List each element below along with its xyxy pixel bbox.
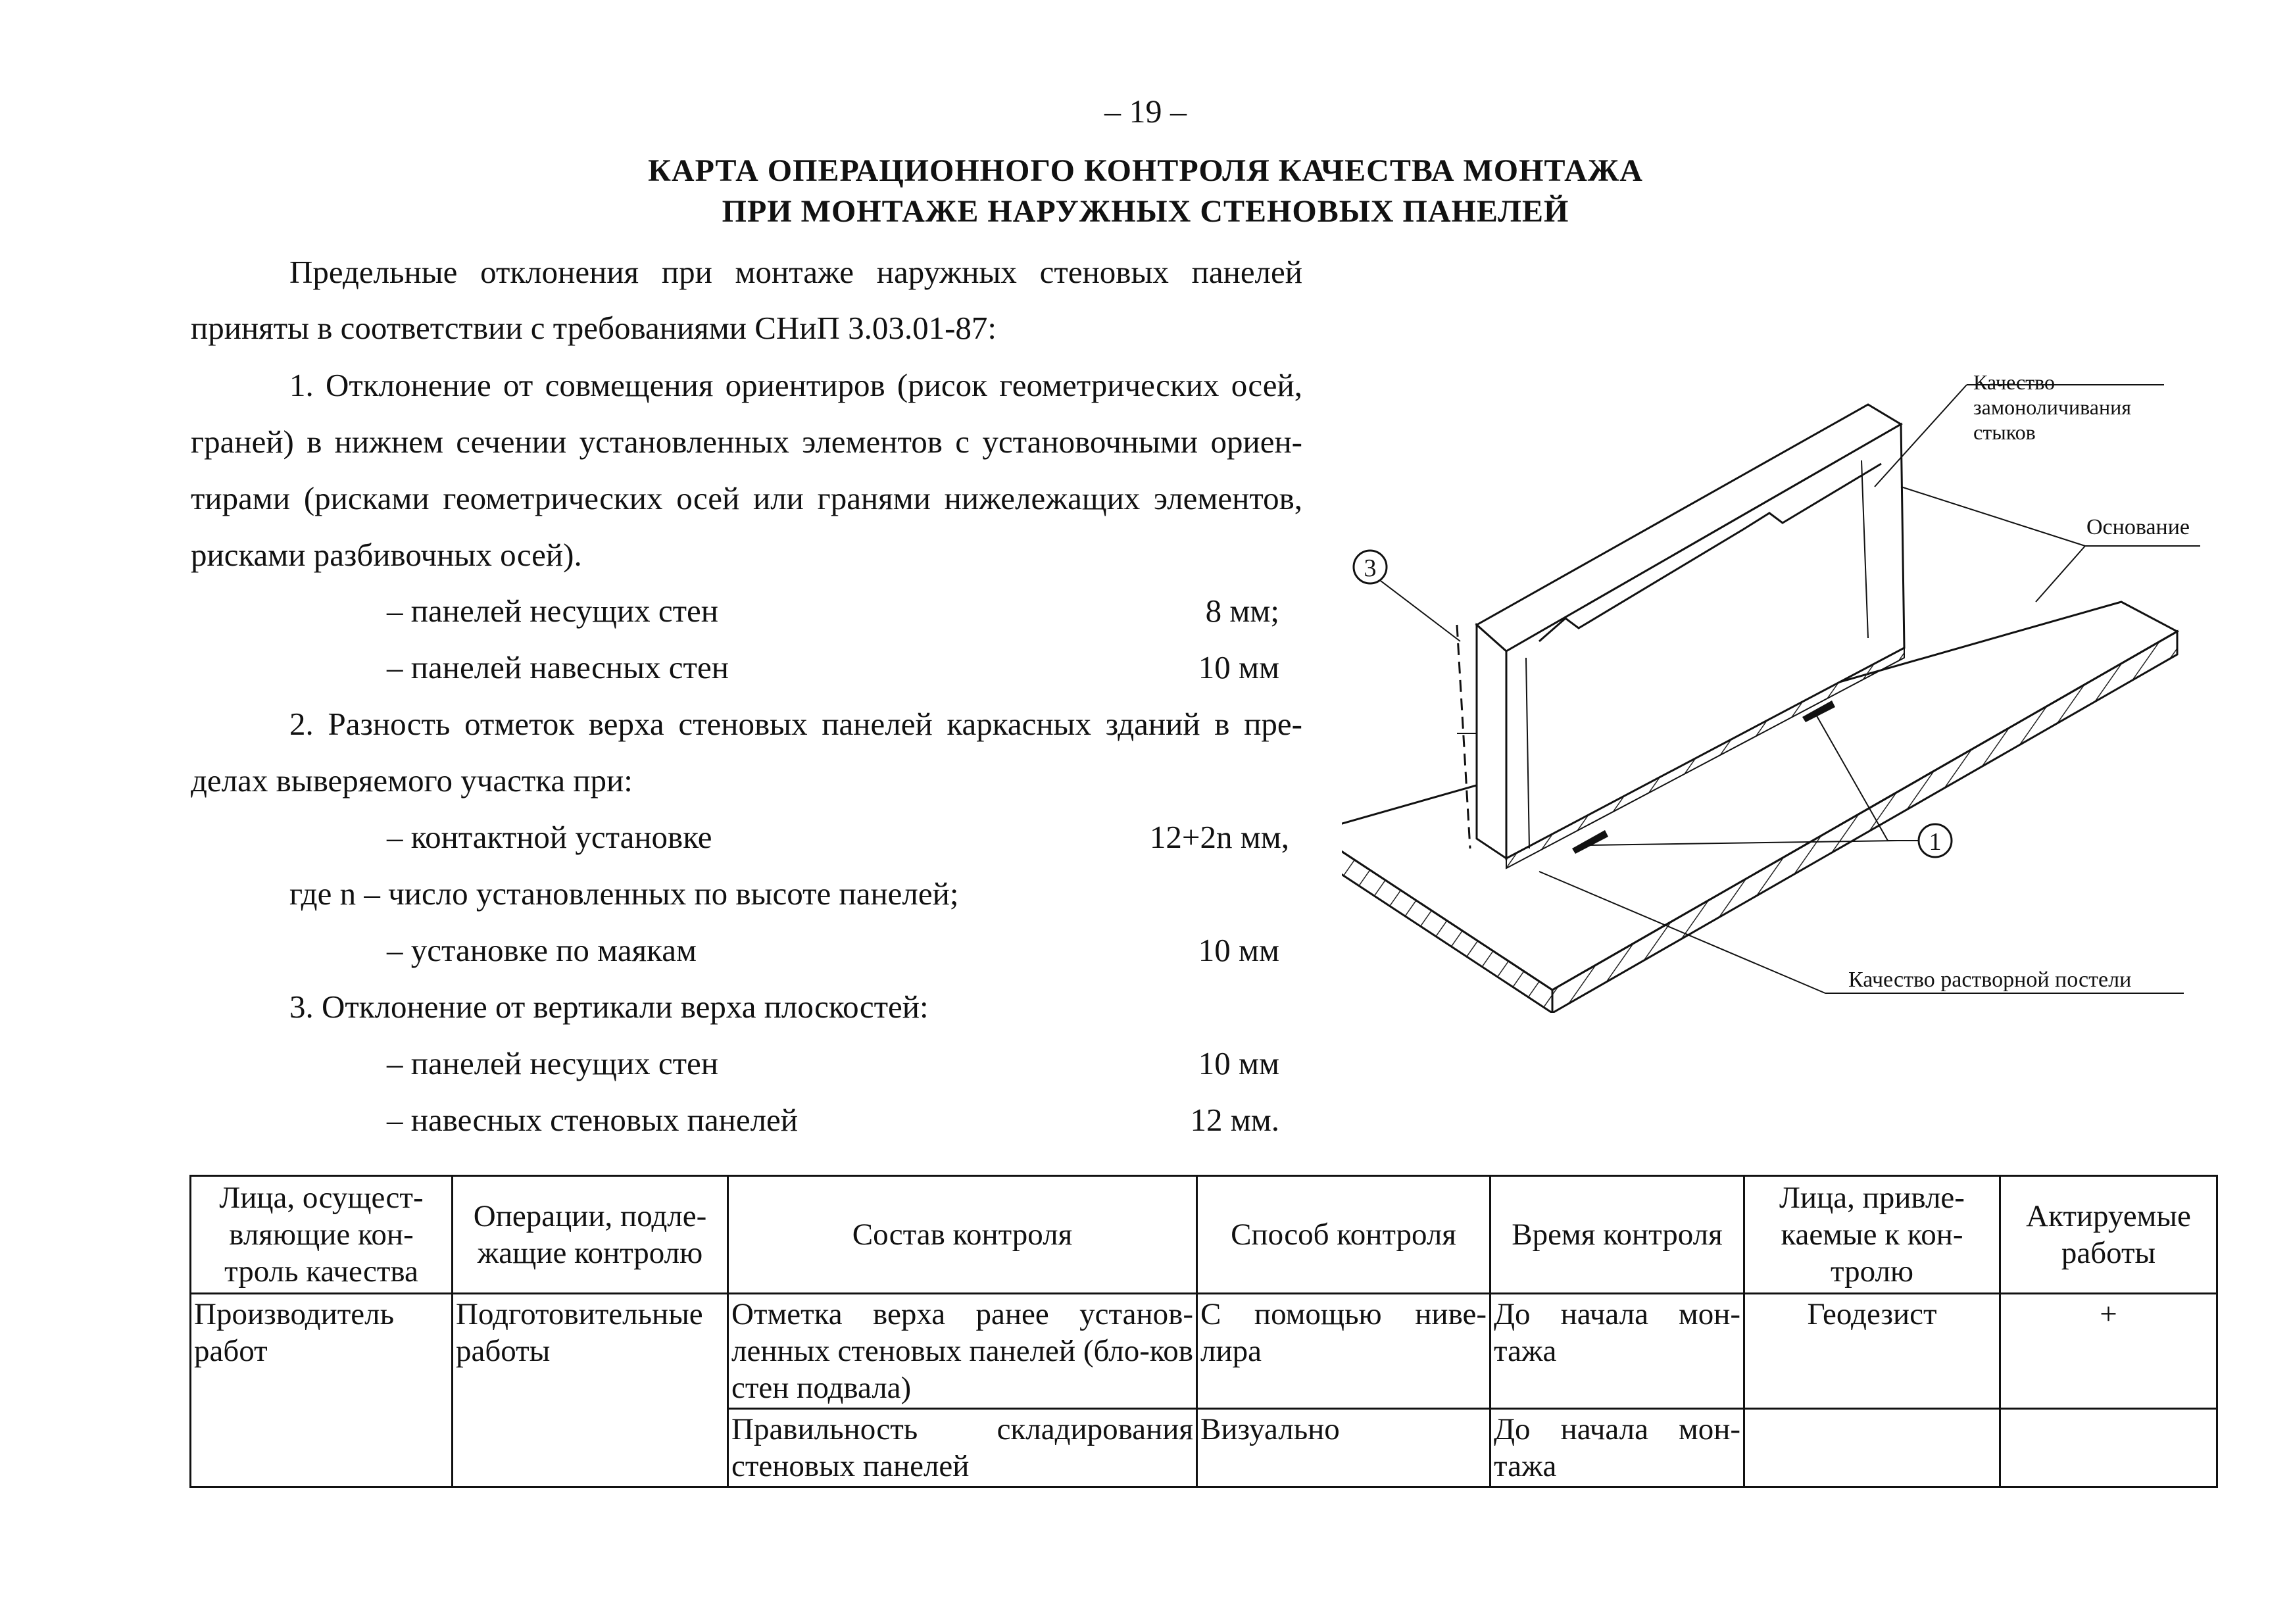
wall-panel-diagram bbox=[1342, 355, 2263, 1013]
page-title-line-1: КАРТА ОПЕРАЦИОННОГО КОНТРОЛЯ КАЧЕСТВА МОНТАЖА bbox=[648, 153, 1643, 188]
label-joints-line-1: Качество bbox=[1973, 370, 2056, 394]
item2-line-2: делах выверяемого участка при: bbox=[191, 762, 633, 799]
intro-line-2: приняты в соответствии с требованиями СНиП 3.03.01-87: bbox=[191, 310, 997, 346]
item3-sub1-value: 10 мм bbox=[1198, 1045, 1279, 1081]
item1-sub2-label: – панелей навесных стен bbox=[387, 649, 729, 685]
header-composition: Состав контроля bbox=[728, 1176, 1197, 1294]
header-time: Время контроля bbox=[1490, 1176, 1744, 1294]
intro-line-1: Предельные отклонения при монтаже наружных стеновых панелей bbox=[289, 254, 1302, 290]
cell-involved: Геодезист bbox=[1744, 1294, 2000, 1409]
header-operations: Операции, подле-жащие контролю bbox=[453, 1176, 728, 1294]
label-base: Основание bbox=[2086, 515, 2190, 539]
item1-line-3: тирами (рисками геометрических осей или гранями нижележащих элементов, bbox=[191, 480, 1302, 516]
header-controller: Лица, осущест-вляющие кон-троль качества bbox=[191, 1176, 453, 1294]
item2-sub2-label: – установке по маякам bbox=[387, 932, 697, 968]
quality-control-table bbox=[189, 1175, 2218, 1488]
item2-sub1-value: 12+2n мм, bbox=[1149, 819, 1289, 855]
cell-method: Визуально bbox=[1197, 1409, 1490, 1487]
item3-sub2-value: 12 мм. bbox=[1190, 1102, 1279, 1138]
item1-line-1: 1. Отклонение от совмещения ориентиров (рисок геометрических осей, bbox=[289, 367, 1302, 403]
cell-composition: Правильность складирования стеновых панелей bbox=[728, 1409, 1197, 1487]
page-title-line-2: ПРИ МОНТАЖЕ НАРУЖНЫХ СТЕНОВЫХ ПАНЕЛЕЙ bbox=[722, 194, 1569, 229]
item3-sub1-label: – панелей несущих стен bbox=[387, 1045, 718, 1081]
item3-sub2-label: – навесных стеновых панелей bbox=[387, 1102, 798, 1138]
item2-line-1: 2. Разность отметок верха стеновых панелей каркасных зданий в пре- bbox=[289, 706, 1302, 742]
marker-3-label: 3 bbox=[1364, 554, 1377, 582]
label-mortar-bed: Качество растворной постели bbox=[1848, 968, 2132, 992]
cell-acts: + bbox=[2000, 1294, 2217, 1409]
cell-composition: Отметка верха ранее установ-ленных стеновых панелей (бло-ков стен подвала) bbox=[728, 1294, 1197, 1409]
header-acts: Актируемые работы bbox=[2000, 1176, 2217, 1294]
item2-sub2-value: 10 мм bbox=[1198, 932, 1279, 968]
table-header-row bbox=[191, 1176, 2217, 1294]
cell-person: Производитель работ bbox=[191, 1294, 453, 1487]
item3-line-1: 3. Отклонение от вертикали верха плоскостей: bbox=[289, 989, 929, 1025]
item2-note: где n – число установленных по высоте панелей; bbox=[289, 875, 959, 912]
cell-operation: Подготовительные работы bbox=[453, 1294, 728, 1487]
item1-sub1-value: 8 мм; bbox=[1205, 593, 1279, 629]
label-joints-line-2: замоноличивания bbox=[1973, 395, 2131, 419]
marker-1-label: 1 bbox=[1929, 828, 1942, 856]
cell-time: До начала мон-тажа bbox=[1490, 1294, 1744, 1409]
item1-sub1-label: – панелей несущих стен bbox=[387, 593, 718, 629]
item1-line-4: рисками разбивочных осей). bbox=[191, 537, 582, 573]
item1-sub2-value: 10 мм bbox=[1198, 649, 1279, 685]
cell-acts bbox=[2000, 1409, 2217, 1487]
marker-3 bbox=[1354, 551, 1387, 583]
header-involved: Лица, привле-каемые к кон-тролю bbox=[1744, 1176, 2000, 1294]
cell-time: До начала мон-тажа bbox=[1490, 1409, 1744, 1487]
page-number: – 19 – bbox=[1104, 93, 1187, 130]
table-row bbox=[191, 1294, 2217, 1409]
item1-line-2: граней) в нижнем сечении установленных элементов с установочными ориен- bbox=[191, 424, 1302, 460]
cell-method: С помощью ниве-лира bbox=[1197, 1294, 1490, 1409]
item2-sub1-label: – контактной установке bbox=[387, 819, 712, 855]
header-method: Способ контроля bbox=[1197, 1176, 1490, 1294]
cell-involved bbox=[1744, 1409, 2000, 1487]
marker-1 bbox=[1919, 824, 1952, 857]
label-joints-line-3: стыков bbox=[1973, 420, 2036, 444]
